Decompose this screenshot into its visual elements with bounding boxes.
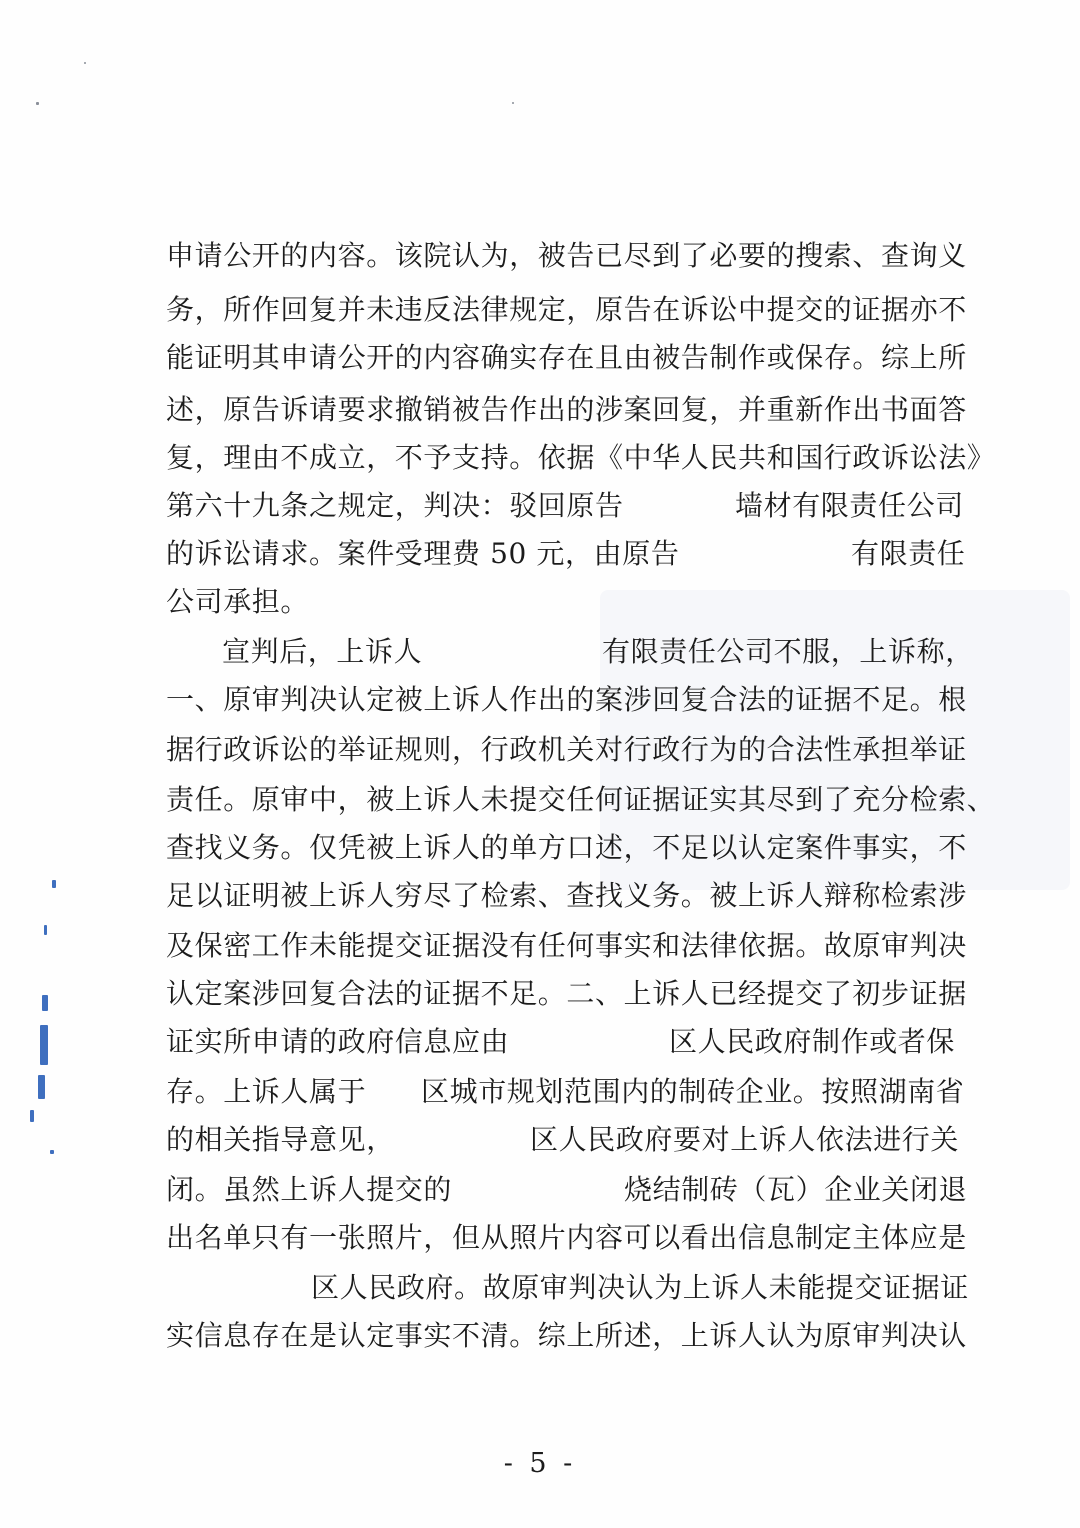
text-segment: 烧结制砖（瓦）企业关闭退 — [624, 1173, 968, 1206]
text-segment: 查找义务。仅凭被上诉人的单方口述，不足以认定案件事实，不 — [166, 831, 967, 864]
text-line-13 — [0, 828, 1080, 868]
text-line-4 — [0, 390, 1080, 430]
text-line-1 — [0, 236, 1080, 276]
text-line-19 — [0, 1120, 1080, 1160]
page-number: - 5 - — [503, 1448, 577, 1479]
text-line-17 — [0, 1022, 1080, 1062]
scan-speck — [512, 102, 514, 104]
text-line-10 — [0, 680, 1080, 720]
text-segment: 责任。原审中，被上诉人未提交任何证据证实其尽到了充分检索、 — [166, 783, 996, 816]
text-segment: 实信息存在是认定事实不清。综上所述，上诉人认为原审判决认 — [166, 1319, 967, 1352]
text-segment: 足以证明被上诉人穷尽了检索、查找义务。被上诉人辩称检索涉 — [166, 879, 967, 912]
text-segment: 有限责任 — [851, 537, 966, 570]
text-segment: 及保密工作未能提交证据没有任何事实和法律依据。故原审判决 — [166, 929, 967, 962]
text-segment: 有限责任公司不服，上诉称， — [602, 635, 974, 668]
text-segment: 存。上诉人属于 — [166, 1075, 367, 1108]
text-line-22 — [0, 1268, 1080, 1308]
text-segment: 第六十九条之规定，判决：驳回原告 — [166, 489, 624, 522]
text-line-3 — [0, 338, 1080, 378]
text-line-16 — [0, 974, 1080, 1014]
text-segment: 区人民政府。故原审判决认为上诉人未能提交证据证 — [311, 1271, 969, 1304]
text-line-6 — [0, 486, 1080, 526]
text-segment: 述，原告诉请要求撤销被告作出的涉案回复，并重新作出书面答 — [166, 393, 967, 426]
text-line-8 — [0, 582, 1080, 622]
text-line-5 — [0, 438, 1080, 478]
text-segment: 一、原审判决认定被上诉人作出的案涉回复合法的证据不足。根 — [166, 683, 967, 716]
text-segment: 闭。虽然上诉人提交的 — [166, 1173, 453, 1206]
text-segment: 认定案涉回复合法的证据不足。二、上诉人已经提交了初步证据 — [166, 977, 967, 1010]
text-line-14 — [0, 876, 1080, 916]
text-line-11 — [0, 730, 1080, 770]
text-line-21 — [0, 1218, 1080, 1258]
text-segment: 务，所作回复并未违反法律规定，原告在诉讼中提交的证据亦不 — [166, 293, 967, 326]
scan-speck — [36, 102, 39, 105]
text-segment: 区人民政府要对上诉人依法进行关 — [530, 1123, 960, 1156]
text-line-15 — [0, 926, 1080, 966]
text-segment: 墙材有限责任公司 — [735, 489, 964, 522]
text-segment: 证实所申请的政府信息应由 — [166, 1025, 510, 1058]
text-segment: 公司承担。 — [166, 585, 310, 618]
text-segment: 据行政诉讼的举证规则，行政机关对行政行为的合法性承担举证 — [166, 733, 967, 766]
text-line-18 — [0, 1072, 1080, 1112]
text-line-9 — [0, 632, 1080, 672]
text-line-7 — [0, 534, 1080, 574]
text-segment: 出名单只有一张照片，但从照片内容可以看出信息制定主体应是 — [166, 1221, 967, 1254]
text-segment: 复，理由不成立，不予支持。依据《中华人民共和国行政诉讼法》 — [166, 441, 996, 474]
text-segment: 区人民政府制作或者保 — [669, 1025, 956, 1058]
text-segment: 宣判后，上诉人 — [222, 635, 423, 668]
text-line-2 — [0, 290, 1080, 330]
text-line-12 — [0, 780, 1080, 820]
text-line-23 — [0, 1316, 1080, 1356]
text-segment: 的相关指导意见， — [166, 1123, 395, 1156]
text-segment: 的诉讼请求。案件受理费 50 元，由原告 — [166, 537, 680, 570]
text-line-20 — [0, 1170, 1080, 1210]
text-segment: 区城市规划范围内的制砖企业。按照湖南省 — [421, 1075, 965, 1108]
text-segment: 能证明其申请公开的内容确实存在且由被告制作或保存。综上所 — [166, 341, 967, 374]
scan-speck — [84, 62, 86, 64]
text-segment: 申请公开的内容。该院认为，被告已尽到了必要的搜索、查询义 — [166, 239, 967, 272]
